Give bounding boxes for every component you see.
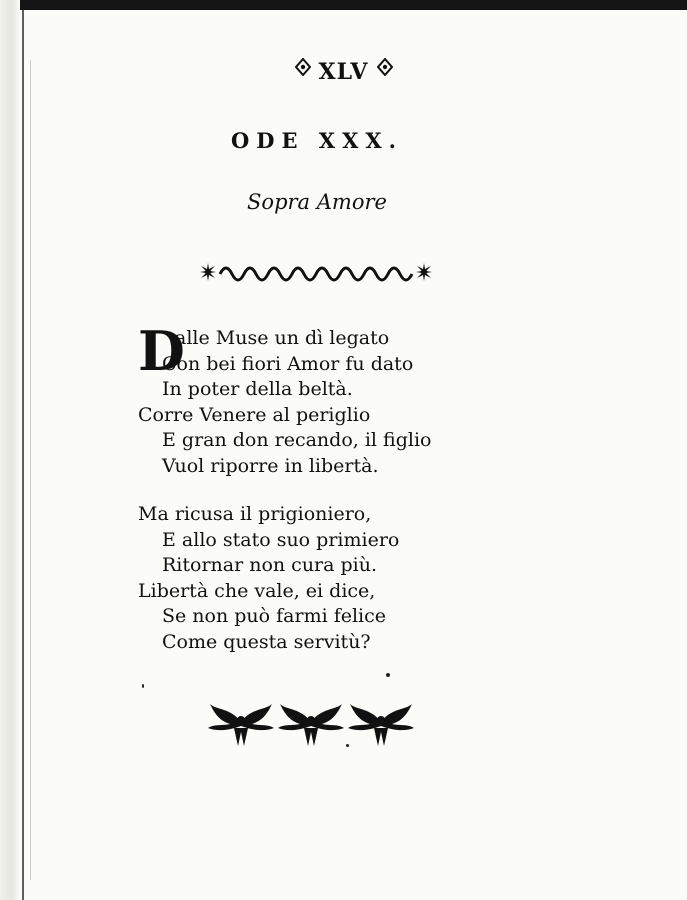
poem-line: Come questa servitù? [162,630,371,653]
poem-line: Ritornar non cura più. [162,554,378,576]
tailpiece-motif-left [208,704,274,746]
tailpiece-motif-center [278,704,344,746]
tailpiece-motif-right [348,704,414,746]
poem-line: E allo stato suo primiero [162,528,400,551]
drop-cap: D [138,319,185,383]
binding-shadow [30,60,31,880]
floral-tailpiece-icon [206,698,416,750]
poem-line: E gran don recando, il figlio [162,429,432,451]
stanza [138,502,558,655]
poem-line: Libertà che vale, ei dice, [138,579,376,602]
ode-title: ODE XXX. [230,128,403,153]
poem-line: alle Muse un dì legato [175,327,390,349]
page-top-edge [0,0,687,10]
poem-line: Vuol riporre in libertà. [162,454,379,477]
diamond-fleuron-icon [377,58,393,80]
scroll-wave-border-icon [200,260,432,284]
poem-line: Se non può farmi felice [162,605,387,627]
page-number-row [0,58,687,85]
page-number: XLV [318,59,369,85]
poem-line: In poter della beltà. [162,378,353,400]
diamond-fleuron-icon [295,58,311,80]
ink-speck [142,684,144,688]
poem-line: Con bei fiori Amor fu dato [162,352,414,375]
poem-line: Ma ricusa il prigioniero, [138,503,372,525]
ode-subtitle: Sopra Amore [247,190,387,214]
ink-speck [346,744,349,747]
ink-speck [386,673,390,677]
stanza [138,319,558,479]
poem-line: Corre Venere al periglio [138,403,371,426]
poem [138,319,558,655]
stanza-gap [138,479,558,502]
